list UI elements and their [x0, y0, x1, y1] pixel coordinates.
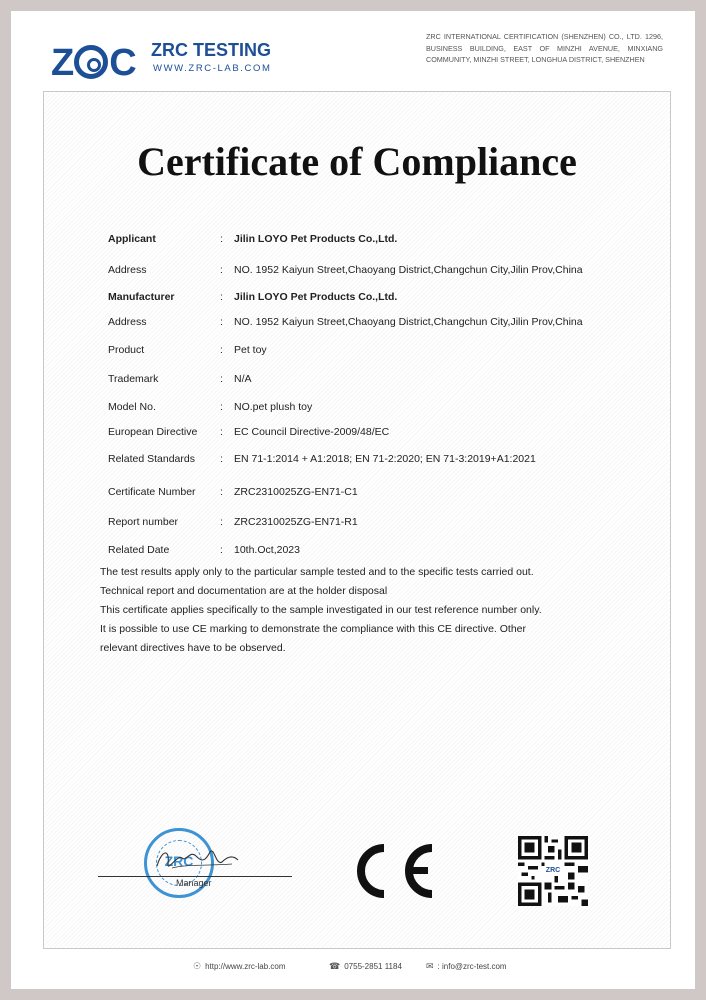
logo-url: WWW.ZRC-LAB.COM — [153, 63, 272, 74]
logo-mark: Z C — [51, 42, 136, 84]
signature-line — [98, 876, 292, 877]
compliance-note: This certificate applies specifically to the sample investigated in our test reference number only. — [100, 604, 542, 616]
field-value: N/A — [234, 373, 252, 385]
field-value: Jilin LOYO Pet Products Co.,Ltd. — [234, 233, 398, 245]
field-value: NO. 1952 Kaiyun Street,Chaoyang District,Changchun City,Jilin Prov,China — [234, 316, 583, 328]
field-colon: : — [220, 233, 223, 245]
compliance-note: The test results apply only to the particular sample tested and to the specific tests carried out. — [100, 566, 534, 578]
signature-role: Manager — [176, 878, 212, 888]
company-address: ZRC INTERNATIONAL CERTIFICATION (SHENZHEN) CO., LTD. 1296, BUSINESS BUILDING, EAST OF MINZHI AVENUE, MINXIANG COMMUNITY, MINZHI STREET, LONGHUA DISTRICT, SHENZHEN — [426, 32, 663, 64]
compliance-note: relevant directives have to be observed. — [100, 642, 286, 654]
field-value: ZRC2310025ZG-EN71-C1 — [234, 486, 358, 498]
compliance-note: It is possible to use CE marking to demonstrate the compliance with this CE directive. Other — [100, 623, 527, 635]
mail-icon: ✉ — [426, 961, 434, 971]
field-value: NO. 1952 Kaiyun Street,Chaoyang District,Changchun City,Jilin Prov,China — [234, 264, 583, 276]
field-colon: : — [220, 453, 223, 465]
field-label: Model No. — [108, 401, 156, 413]
globe-icon: ☉ — [193, 961, 202, 971]
footer-website-text: http://www.zrc-lab.com — [205, 962, 286, 971]
field-label: Trademark — [108, 373, 159, 385]
ce-mark — [344, 840, 436, 902]
certificate-page — [11, 11, 695, 989]
field-colon: : — [220, 486, 223, 498]
field-value: ZRC2310025ZG-EN71-R1 — [234, 516, 358, 528]
field-value: 10th.Oct,2023 — [234, 544, 300, 556]
field-colon: : — [220, 264, 223, 276]
field-colon: : — [220, 291, 223, 303]
qr-label: ZRC — [541, 866, 565, 876]
footer-email[interactable] — [426, 961, 507, 972]
field-colon: : — [220, 401, 223, 413]
field-colon: : — [220, 544, 223, 556]
field-colon: : — [220, 316, 223, 328]
certificate-title: Certificate of Compliance — [137, 139, 577, 184]
field-colon: : — [220, 344, 223, 356]
footer-website[interactable] — [193, 961, 286, 972]
field-label: Applicant — [108, 233, 156, 245]
field-value: EC Council Directive-2009/48/EC — [234, 426, 390, 438]
field-colon: : — [220, 373, 223, 385]
field-label: Product — [108, 344, 145, 356]
field-value: Jilin LOYO Pet Products Co.,Ltd. — [234, 291, 398, 303]
field-label: Related Standards — [108, 453, 195, 465]
field-label: Address — [108, 264, 147, 276]
compliance-note: Technical report and documentation are at the holder disposal — [100, 585, 388, 597]
field-label: European Directive — [108, 426, 198, 438]
field-value: Pet toy — [234, 344, 267, 356]
certificate-frame — [43, 91, 671, 949]
manager-signature — [152, 844, 242, 874]
field-label: Certificate Number — [108, 486, 196, 498]
zrc-logo — [51, 39, 291, 91]
footer-phone — [329, 961, 402, 972]
field-value: EN 71-1:2014 + A1:2018; EN 71-2:2020; EN 71-3:2019+A1:2021 — [234, 453, 536, 465]
field-label: Related Date — [108, 544, 170, 556]
footer-email-text: : info@zrc-test.com — [437, 962, 507, 971]
logo-name: ZRC TESTING — [151, 40, 271, 60]
field-label: Report number — [108, 516, 179, 528]
seal-text: ZRC — [164, 853, 194, 869]
field-colon: : — [220, 426, 223, 438]
phone-icon: ☎ — [329, 961, 341, 971]
field-value: NO.pet plush toy — [234, 401, 313, 413]
field-label: Manufacturer — [108, 291, 175, 303]
field-label: Address — [108, 316, 147, 328]
field-colon: : — [220, 516, 223, 528]
footer-phone-text: 0755-2851 1184 — [344, 962, 402, 971]
